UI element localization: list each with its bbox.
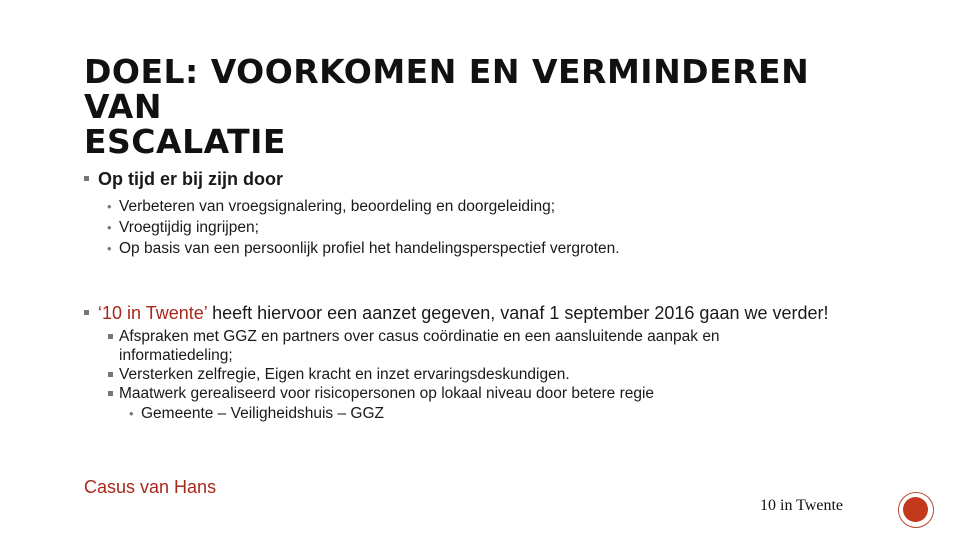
dot-bullet-icon: •: [107, 220, 112, 235]
square-bullet-icon: [84, 310, 89, 315]
slide-title: [84, 54, 844, 159]
square-bullet-icon: [108, 334, 113, 339]
list-item: [84, 365, 924, 384]
section1-heading-text: Op tijd er bij zijn door: [98, 169, 283, 189]
list-item: [84, 384, 924, 403]
square-bullet-icon: [84, 176, 89, 181]
list-item-continuation: [84, 346, 924, 365]
list-item-text: Maatwerk gerealiseerd voor risicopersonen op lokaal niveau door betere regie: [119, 385, 655, 402]
list-item: [84, 217, 924, 238]
list-item-text: Afspraken met GGZ en partners over casus coördinatie en een aansluitende aanpak en: [119, 328, 720, 345]
project-name-highlight: ‘10 in Twente’: [98, 303, 208, 323]
list-item-text: Vroegtijdig ingrijpen;: [119, 219, 259, 236]
slide-body: [84, 168, 924, 424]
list-item: [84, 238, 924, 259]
footer-text: 10 in Twente: [760, 497, 844, 514]
logo-seal-inner: [903, 497, 928, 522]
logo-seal-icon: [898, 492, 934, 528]
title-line-1: DOEL: VOORKOMEN EN VERMINDEREN VAN: [84, 52, 810, 126]
square-bullet-icon: [108, 372, 113, 377]
sub-list-item-text: Gemeente – Veiligheidshuis – GGZ: [141, 405, 384, 422]
list-item: [84, 327, 924, 346]
dot-bullet-icon: •: [129, 406, 134, 421]
square-bullet-icon: [108, 391, 113, 396]
bullet-section1-heading: [84, 168, 924, 190]
list-item-text: Op basis van een persoonlijk profiel het handelingsperspectief vergroten.: [119, 240, 620, 257]
bullet-section2-heading: [84, 302, 924, 324]
list-item-text: Verbeteren van vroegsignalering, beoordeling en doorgeleiding;: [119, 198, 556, 215]
dot-bullet-icon: •: [107, 241, 112, 256]
list-item-text: informatiedeling;: [119, 347, 233, 364]
list-item: [84, 196, 924, 217]
title-line-2: ESCALATIE: [84, 122, 286, 161]
casus-link[interactable]: Casus van Hans: [84, 477, 217, 497]
dot-bullet-icon: •: [107, 199, 112, 214]
list-item-text: Versterken zelfregie, Eigen kracht en inzet ervaringsdeskundigen.: [119, 366, 570, 383]
section2-heading-text: heeft hiervoor een aanzet gegeven, vanaf 1 september 2016 gaan we verder!: [207, 303, 829, 323]
sub-list-item: [84, 403, 924, 424]
